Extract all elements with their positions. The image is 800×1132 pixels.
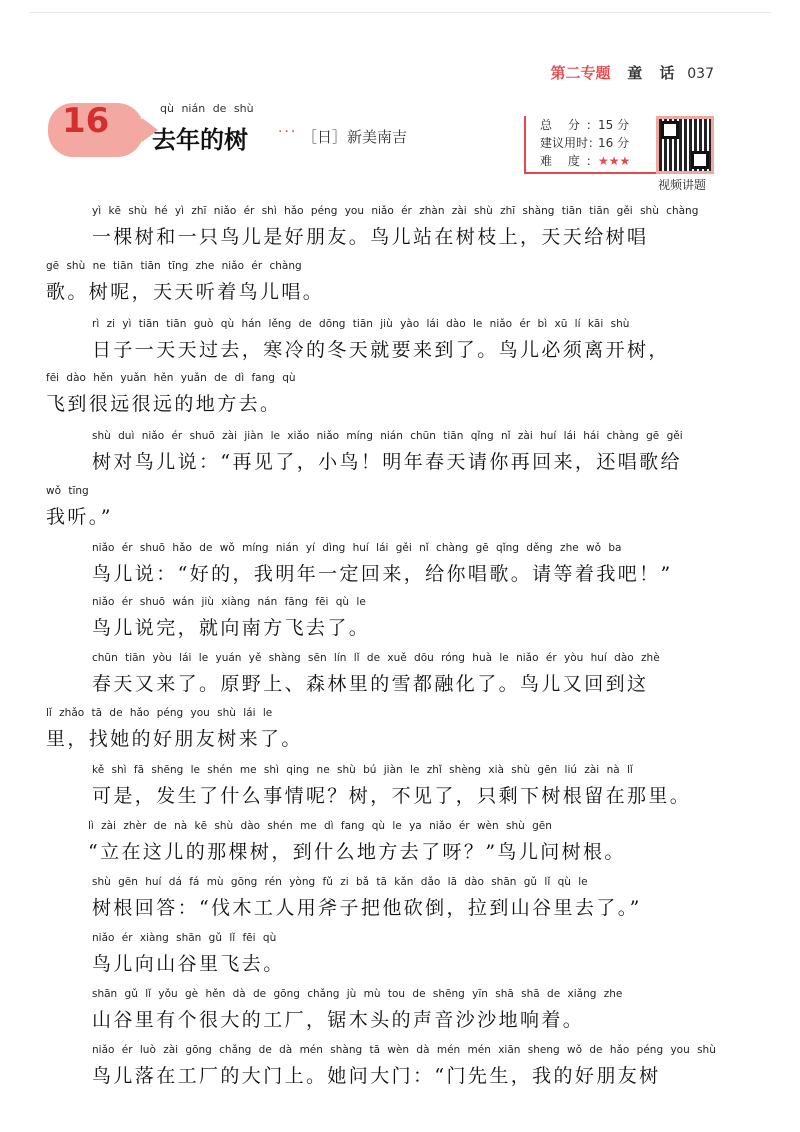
page-number: 037: [687, 66, 714, 82]
pinyin-line: niǎo ér shuō hǎo de wǒ míng nián yí dìng huí lái gěi nǐ chàng gē qǐng děng zhe wǒ ba: [92, 542, 622, 554]
text-line: [46, 372, 296, 416]
text-line: [92, 652, 660, 696]
chinese-line: 树对鸟儿说：“再见了，小鸟！明年春天请你再回来，还唱歌给: [92, 451, 682, 473]
text-line: [92, 430, 683, 474]
pinyin-line: fēi dào hěn yuǎn hěn yuǎn de dì fang qù: [46, 372, 296, 384]
suggested-time-label: 建议用时：: [540, 136, 601, 150]
total-score-value: 15 分: [598, 118, 630, 132]
chinese-line: 鸟儿说：“好的，我明年一定回来，给你唱歌。请等着我吧！”: [92, 563, 673, 585]
lesson-author: ［日］新美南吉: [302, 128, 408, 146]
pinyin-line: yì kē shù hé yì zhī niǎo ér shì hǎo péng you niǎo ér zhàn zài shù zhī shàng tiān tiān gěi shù chàng: [92, 205, 699, 217]
pinyin-line: kě shì fā shēng le shén me shì qing ne shù bú jiàn le zhǐ shèng xià shù gēn liú zài nà lǐ: [92, 764, 633, 776]
lesson-title: 去年的树: [152, 126, 248, 154]
chinese-line: 鸟儿落在工厂的大门上。她问大门：“门先生，我的好朋友树: [92, 1065, 661, 1087]
lesson-title-pinyin: qù nián de shù: [160, 102, 254, 115]
chinese-line: 我听。”: [46, 506, 113, 528]
pinyin-line: rì zi yì tiān tiān guò qù hán lěng de dōng tiān jiù yào lái dào le niǎo ér bì xū lí kāi shù: [92, 318, 630, 330]
chinese-line: 山谷里有个很大的工厂，锯木头的声音沙沙地响着。: [92, 1009, 585, 1031]
difficulty-stars-icon: ★★★: [598, 154, 631, 168]
pinyin-line: shù gēn huí dá fá mù gōng rén yòng fǔ zi bǎ tā kǎn dǎo lā dào shān gǔ lǐ qù le: [92, 876, 588, 888]
text-line: [88, 820, 626, 864]
text-line: [92, 205, 698, 249]
topic-label: 童 话: [627, 64, 681, 82]
text-line: [92, 764, 691, 808]
pinyin-line: chūn tiān yòu lái le yuán yě shàng sēn lín lǐ de xuě dōu róng huà le niǎo ér yòu huí dào zhè: [92, 652, 660, 664]
chinese-line: 里，找她的好朋友树来了。: [46, 728, 303, 750]
text-line: [92, 988, 622, 1032]
total-score-label: 总 分：: [540, 118, 598, 132]
suggested-time-value: 16 分: [598, 136, 630, 150]
text-line: [92, 542, 673, 586]
text-line: [92, 596, 370, 640]
pinyin-line: niǎo ér xiàng shān gǔ lǐ fēi qù: [92, 932, 277, 944]
chinese-line: 日子一天天过去，寒冷的冬天就要来到了。鸟儿必须离开树，: [92, 339, 670, 361]
pinyin-line: gē shù ne tiān tiān tīng zhe niǎo ér chàng: [46, 260, 302, 272]
text-line: [92, 876, 642, 920]
pinyin-line: niǎo ér shuō wán jiù xiàng nán fāng fēi qù le: [92, 596, 366, 608]
section-label: 第二专题: [550, 64, 611, 82]
text-line: [46, 260, 324, 304]
chinese-line: 树根回答：“伐木工人用斧子把他砍倒，拉到山谷里去了。”: [92, 897, 642, 919]
chinese-line: “立在这儿的那棵树，到什么地方去了呀？”鸟儿问树根。: [88, 841, 626, 863]
chinese-line: 鸟儿向山谷里飞去。: [92, 953, 285, 975]
text-line: [46, 707, 303, 751]
pinyin-line: lǐ zhǎo tā de hǎo péng you shù lái le: [46, 707, 273, 719]
pinyin-line: shù duì niǎo ér shuō zài jiàn le xiǎo niǎo míng nián chūn tiān qǐng nǐ zài huí lái hái chàng gē gěi: [92, 430, 683, 442]
text-line: [46, 485, 113, 529]
chinese-line: 一棵树和一只鸟儿是好朋友。鸟儿站在树枝上，天天给树唱: [92, 226, 649, 248]
lesson-number: 16: [62, 101, 110, 141]
difficulty-label: 难 度：: [540, 154, 598, 168]
pinyin-line: lì zài zhèr de nà kē shù dào shén me dì fang qù le ya niǎo ér wèn shù gēn: [88, 820, 552, 832]
chinese-line: 鸟儿说完，就向南方飞去了。: [92, 617, 371, 639]
pinyin-line: niǎo ér luò zài gōng chǎng de dà mén shàng tā wèn dà mén mén xiān sheng wǒ de hǎo péng you shù: [92, 1044, 716, 1056]
pinyin-line: wǒ tīng: [46, 485, 89, 497]
chinese-line: 歌。树呢，天天听着鸟儿唱。: [46, 281, 325, 303]
text-line: [92, 1044, 716, 1088]
pinyin-line: shān gǔ lǐ yǒu gè hěn dà de gōng chǎng jù mù tou de shēng yīn shā shā de xiǎng zhe: [92, 988, 623, 1000]
title-dots: ···: [278, 124, 298, 140]
chinese-line: 飞到很远很远的地方去。: [46, 393, 282, 415]
chinese-line: 可是，发生了什么事情呢？树，不见了，只剩下树根留在那里。: [92, 785, 692, 807]
text-line: [92, 318, 670, 362]
chinese-line: 春天又来了。原野上、森林里的雪都融化了。鸟儿又回到这: [92, 673, 649, 695]
text-line: [92, 932, 285, 976]
video-explanation-label: 视频讲题: [658, 178, 707, 192]
